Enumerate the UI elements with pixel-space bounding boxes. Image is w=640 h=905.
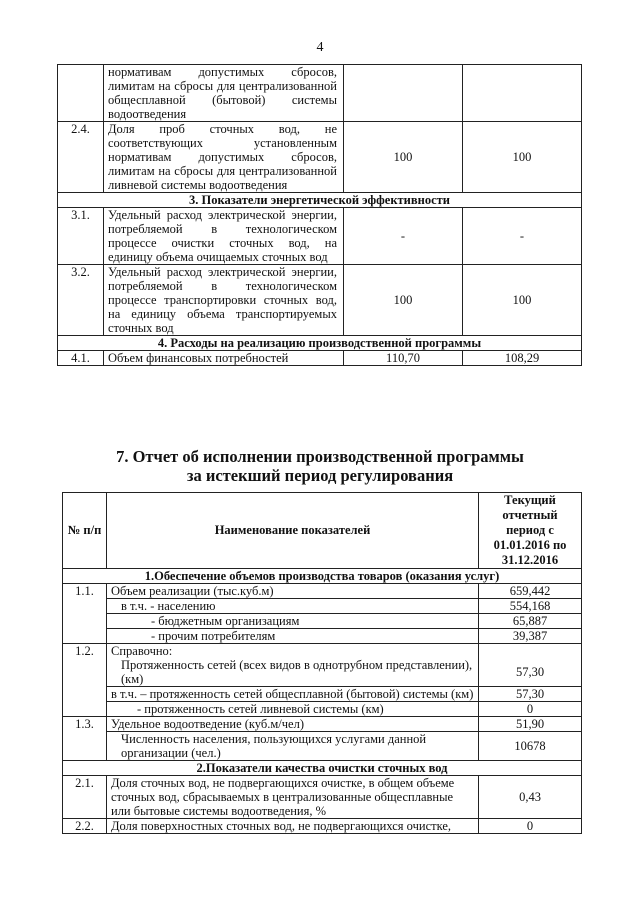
value-planned	[344, 65, 463, 122]
row-number: 3.2.	[58, 265, 104, 336]
header-row	[63, 493, 582, 569]
row-name: - бюджетным организациям	[107, 614, 479, 629]
table-row	[63, 658, 582, 687]
row-name: - прочим потребителям	[107, 629, 479, 644]
row-number: 1.1.	[63, 584, 107, 599]
row-name: Протяженность сетей (всех видов в однотрубном представлении), (км)	[107, 658, 479, 687]
table-row	[63, 776, 582, 819]
row-number: 1.3.	[63, 717, 107, 732]
section-title: 4. Расходы на реализацию производственной программы	[58, 336, 582, 351]
table-row	[58, 265, 582, 336]
row-number	[63, 658, 107, 687]
value-planned: 110,70	[344, 351, 463, 366]
table-row	[63, 819, 582, 834]
section-header-row	[58, 193, 582, 208]
row-name: Численность населения, пользующихся услугами данной организации (чел.)	[107, 732, 479, 761]
value-planned: 100	[344, 122, 463, 193]
page-number: 4	[316, 40, 324, 55]
row-value	[479, 644, 582, 659]
row-value: 39,387	[479, 629, 582, 644]
row-name: - протяженность сетей ливневой системы (км)	[107, 702, 479, 717]
row-number: 2.2.	[63, 819, 107, 834]
row-value: 659,442	[479, 584, 582, 599]
value-actual: 108,29	[463, 351, 582, 366]
column-header-name: Наименование показателей	[107, 493, 479, 569]
indicators-table-continued	[57, 64, 582, 366]
row-value: 0	[479, 819, 582, 834]
row-value: 51,90	[479, 717, 582, 732]
row-description: Удельный расход электрической энергии, потребляемой в технологическом процессе транспортировки сточных вод, на единицу объема транспортируемых сточных вод	[104, 265, 344, 336]
value-planned: 100	[344, 265, 463, 336]
table-row	[63, 629, 582, 644]
table-row	[58, 208, 582, 265]
row-number	[58, 65, 104, 122]
row-value: 0	[479, 702, 582, 717]
row-number: 1.2.	[63, 644, 107, 659]
column-header-number: № п/п	[63, 493, 107, 569]
row-number	[63, 599, 107, 614]
section-title: 2.Показатели качества очистки сточных вод	[63, 761, 582, 776]
table-row	[63, 717, 582, 732]
table-row	[63, 599, 582, 614]
section-header-row	[58, 336, 582, 351]
section-title: 1.Обеспечение объемов производства товаров (оказания услуг)	[63, 569, 582, 584]
row-value: 65,887	[479, 614, 582, 629]
row-description: Удельный расход электрической энергии, потребляемой в технологическом процессе очистки сточных вод, на единицу объема очищаемых сточных вод	[104, 208, 344, 265]
row-description: нормативам допустимых сбросов, лимитам на сбросы для централизованной общесплавной (бытовой) системы водоотведения	[104, 65, 344, 122]
table-row	[63, 584, 582, 599]
row-number: 2.4.	[58, 122, 104, 193]
value-actual	[463, 65, 582, 122]
row-name: в т.ч. - населению	[107, 599, 479, 614]
row-value: 554,168	[479, 599, 582, 614]
table-row	[58, 122, 582, 193]
row-value: 57,30	[479, 658, 582, 687]
table-row	[58, 65, 582, 122]
section-header-row	[63, 761, 582, 776]
value-actual: 100	[463, 265, 582, 336]
row-name: в т.ч. – протяженность сетей общесплавной (бытовой) системы (км)	[107, 687, 479, 702]
value-planned: -	[344, 208, 463, 265]
row-name: Объем реализации (тыс.куб.м)	[107, 584, 479, 599]
row-name: Справочно:	[107, 644, 479, 659]
table-row	[63, 614, 582, 629]
value-actual: 100	[463, 122, 582, 193]
table-row	[63, 687, 582, 702]
report-title-line2: за истекший период регулирования	[186, 466, 454, 485]
row-value: 0,43	[479, 776, 582, 819]
table-row	[58, 351, 582, 366]
row-name: Удельное водоотведение (куб.м/чел)	[107, 717, 479, 732]
row-description: Доля проб сточных вод, не соответствующих установленным нормативам допустимых сбросов, лимитам на сбросы для централизованной ливневой системы водоотведения	[104, 122, 344, 193]
table-row	[63, 644, 582, 659]
row-value: 57,30	[479, 687, 582, 702]
row-description: Объем финансовых потребностей	[104, 351, 344, 366]
row-name: Доля поверхностных сточных вод, не подвергающихся очистке,	[107, 819, 479, 834]
table-row	[63, 702, 582, 717]
row-number: 2.1.	[63, 776, 107, 819]
section-header-row	[63, 569, 582, 584]
table-row	[63, 732, 582, 761]
row-name: Доля сточных вод, не подвергающихся очистке, в общем объеме сточных вод, сбрасываемых в централизованные общесплавные или бытовые системы водоотведения, %	[107, 776, 479, 819]
report-table	[62, 492, 582, 834]
value-actual: -	[463, 208, 582, 265]
row-number: 4.1.	[58, 351, 104, 366]
row-number	[63, 629, 107, 644]
row-number	[63, 687, 107, 702]
row-number	[63, 732, 107, 761]
row-number: 3.1.	[58, 208, 104, 265]
column-header-period: Текущий отчетный период с 01.01.2016 по 31.12.2016	[479, 493, 582, 569]
row-value: 10678	[479, 732, 582, 761]
report-title-line1: 7. Отчет об исполнении производственной программы	[116, 447, 524, 466]
row-number	[63, 702, 107, 717]
row-number	[63, 614, 107, 629]
section-title: 3. Показатели энергетической эффективности	[58, 193, 582, 208]
